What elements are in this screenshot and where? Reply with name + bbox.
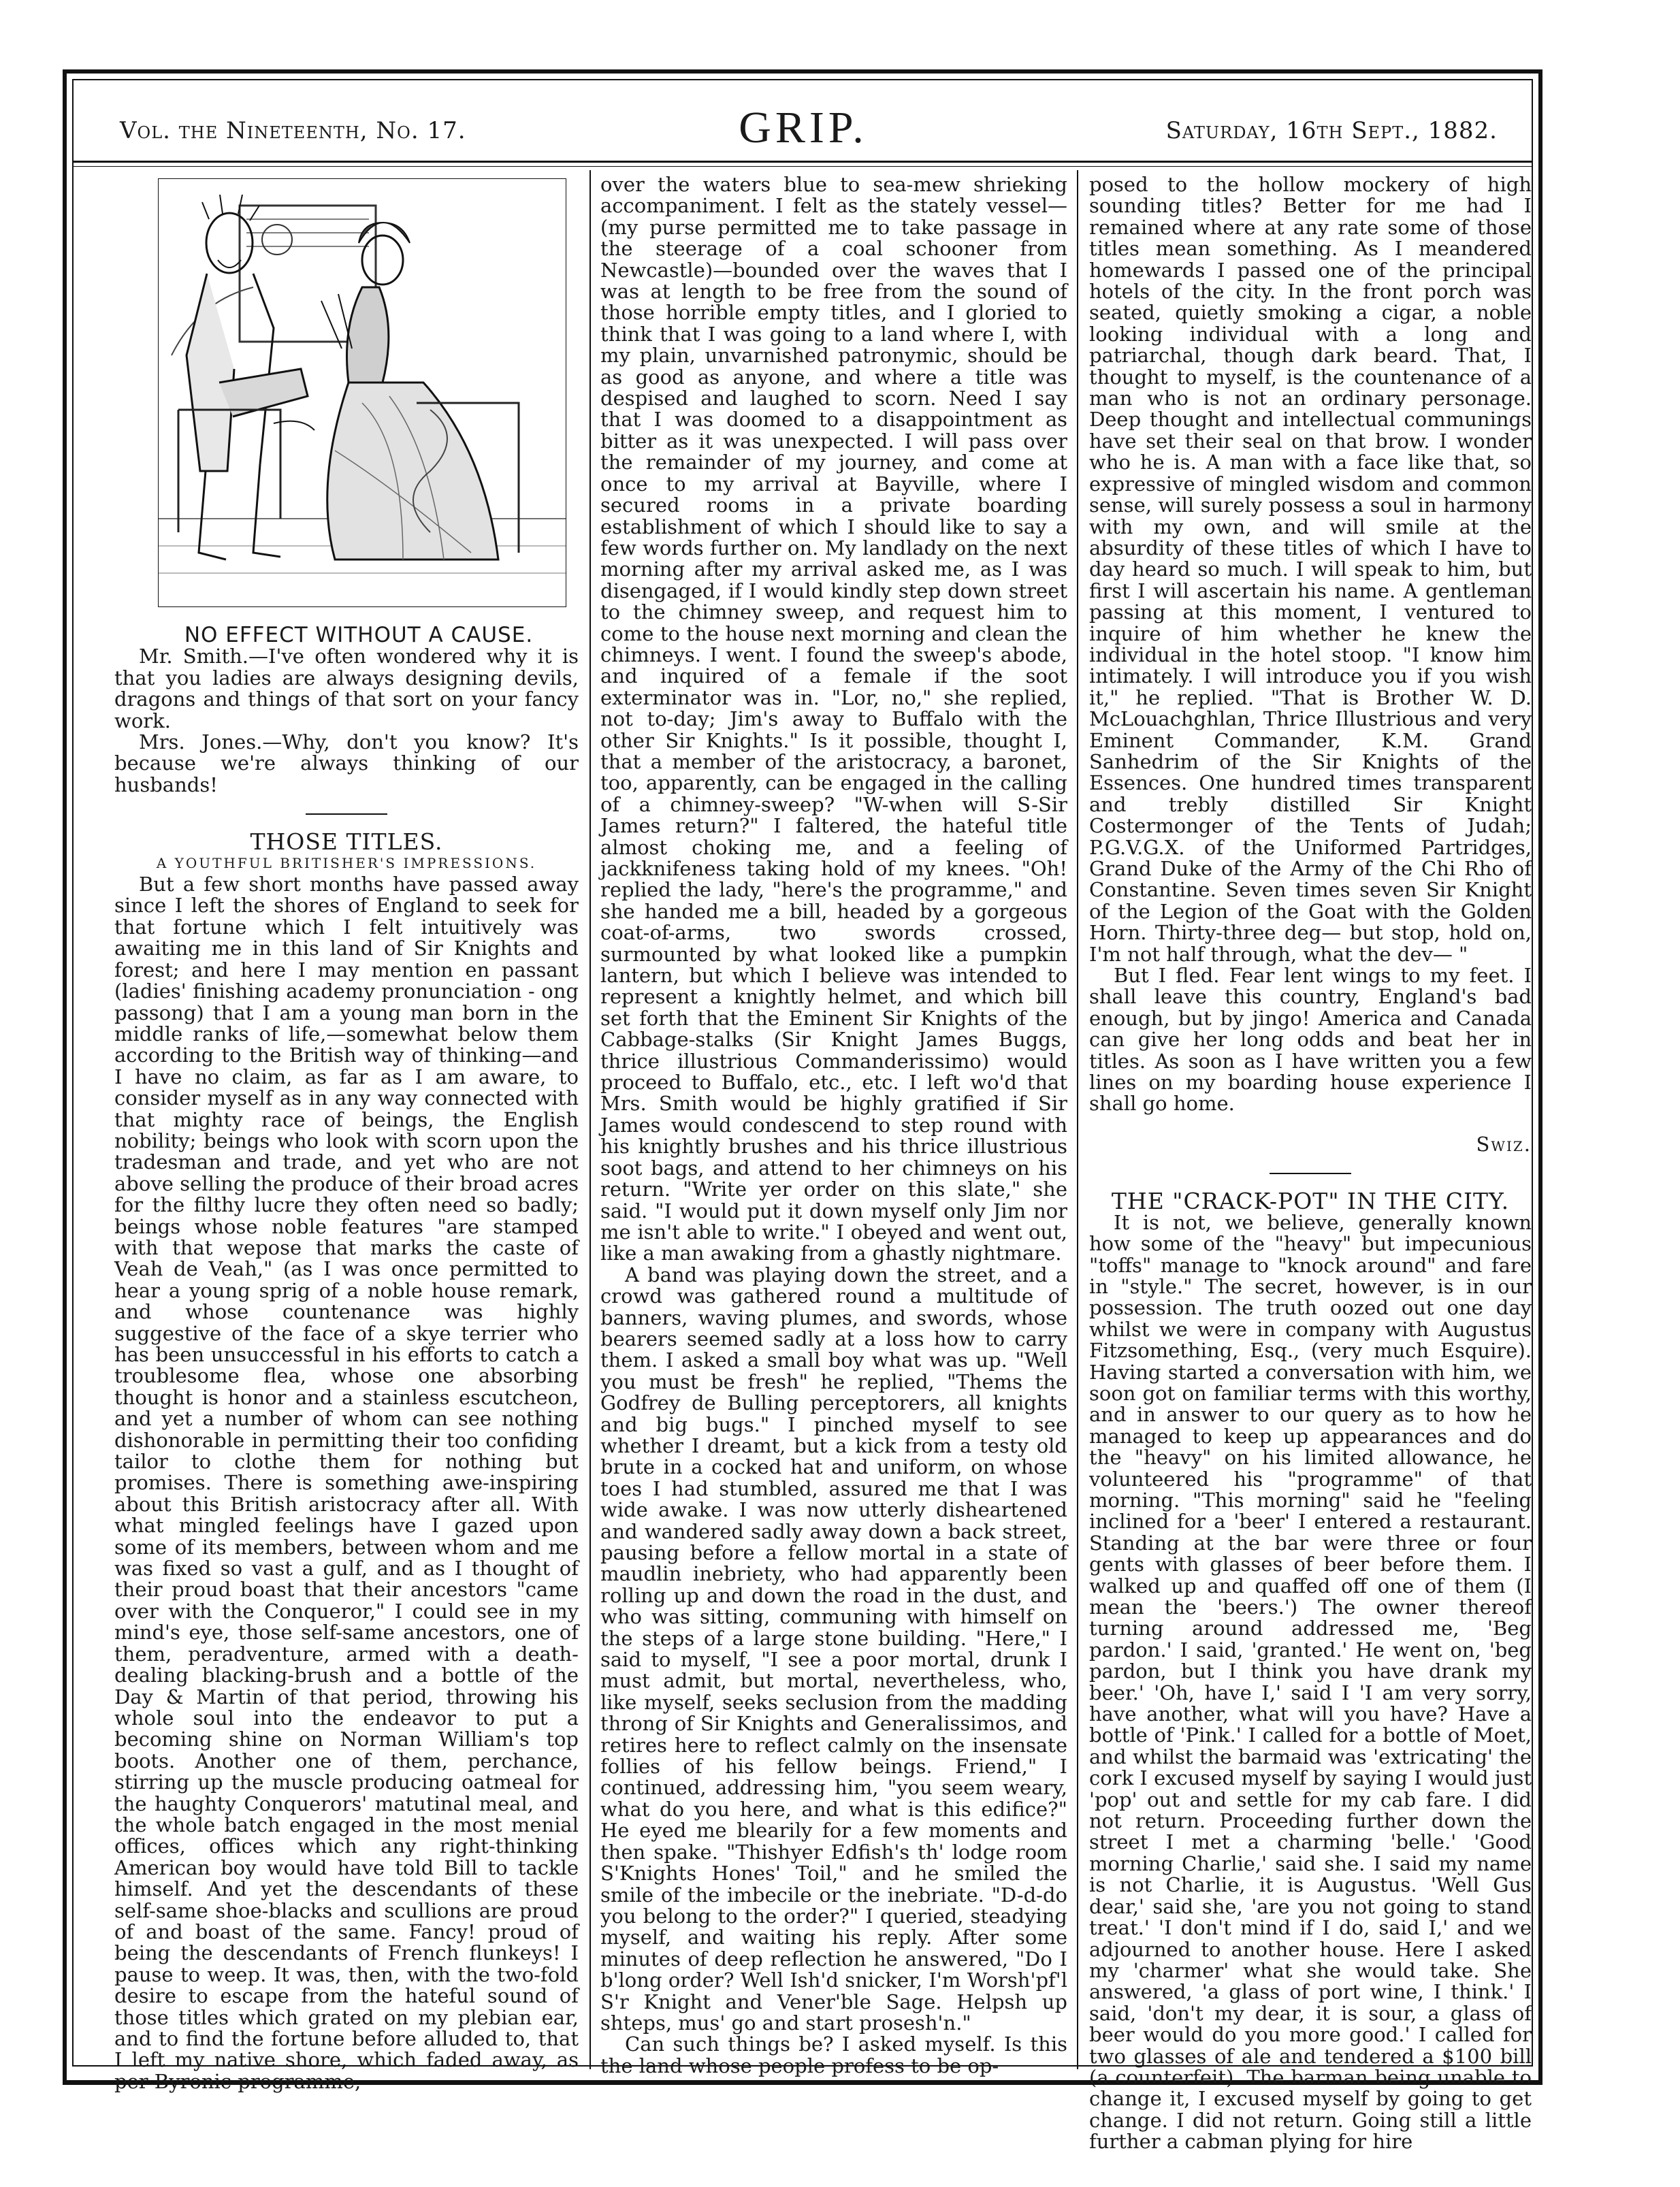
bottom-rule xyxy=(72,2065,1533,2067)
article-paragraph: Can such things be? I asked myself. Is this the land whose people profess to be op- xyxy=(600,2032,1067,2077)
article-title: THOSE TITLES. xyxy=(250,828,443,856)
article-signature: Swiz. xyxy=(1476,1132,1532,1156)
bottom-rule-thick xyxy=(63,2083,1542,2085)
article-paragraph: posed to the hollow mockery of high sounding titles? Better for me had I remained where at any rate some of those titles mean something. As I meandered homewards I passed one of the principal hotels of the city. In the front porch was seated, quietly smoking a cigar, a noble looking individual with a long and patriarchal, though dark beard. That, I thought to myself, is the countenance of a man who is not an ordinary personage. Deep thought and intellectual communings have set their seal on that brow. I wonder who he is. A man with a face like that, so expressive of mingled wisdom and common sense, will surely possess a soul in harmony with my own, and will smile at the absurdity of these titles of which I have to day heard so much. I will speak to him, but first I will ascertain his name. A gentleman passing at this moment, I ventured to inquire of him whether he knew the individual in the hotel stoop. "I know him intimately. I will introduce you if you wish it," he replied. "That is Brother W. D. McLouachghlan, Thrice Illustrious and very Eminent Commander, K.M. Grand Sanhedrim of the Sir Knights of the Essences. One hundred times transparent and trebly distilled Sir Knight Costermonger of the Tents of Judah; P.G.V.G.X. of the Uniformed Partridges, Grand Duke of the Army of the Chi Rho of Constantine. Seven times seven Sir Knight of the Legion of the Goat with the Golden Horn. Thirty-three deg— but stop, hold on, I'm not half through, what the dev— " xyxy=(1089,173,1532,966)
column-3 xyxy=(1089,174,1532,2153)
section-divider xyxy=(306,813,387,815)
cartoon-dialogue-line: Mr. Smith.—I've often wondered why it is that you ladies are always designing devils, dragons and things of that sort on your fancy work. xyxy=(114,645,579,732)
publication-title: GRIP. xyxy=(739,103,868,152)
article-subtitle: A YOUTHFUL BRITISHER'S IMPRESSIONS. xyxy=(156,854,537,871)
article-paragraph: But a few short months have passed away since I left the shores of England to seek for that fortune which I felt intuitively was awaiting me in this land of Sir Knights and forest; and here I may mention en passant (ladies' finishing academy pronunciation - ong passong) that I am a young man born in the middle ranks of life,—somewhat below them according to the British way of thinking—and I have no claim, as far as I am aware, to consider myself as in any way connected with that mighty race of beings, the English nobility; beings who look with scorn upon the tradesman and trade, and yet who are not above selling the produce of their broad acres for the filthy lucre they often need so badly; beings whose noble features "are stamped with that wepose that marks the caste of Veah de Veah," (as I was once permitted to hear a young sprig of a noble house remark, and whose countenance was highly suggestive of the face of a skye terrier who has been unsuccessful in his efforts to catch a troublesome flea, whose one absorbing thought is honor and a stainless escutcheon, and yet a number of whom can see nothing dishonorable in permitting their too confiding tailor to clothe them for nothing but promises. There is something awe-inspiring about this British aristocracy after all. With what mingled feelings have I gazed upon some of its members, between whom and me was fixed so vast a gulf, and as I thought of their proud boast that their ancestors "came over with the Conqueror," I could see in my mind's eye, those self-same ancestors, one of them, peradventure, armed with a death-dealing blacking-brush and a bottle of the Day & Martin of that period, throwing his whole soul into the endeavor to put a becoming shine on Norman William's top boots. Another one of them, perchance, stirring up the muscle producing oatmeal for the haughty Conquerors' matutinal meal, and the whole batch engaged in the most menial offices, offices which any right-thinking American boy would have told Bill to tackle himself. And yet the descendants of these self-same shoe-blacks and scullions are proud of and boast of the same. Fancy! proud of being the descendants of French flunkeys! I pause to weep. It was, then, with the two-fold desire to escape from the hateful sound of those titles which grated on my plebian ear, and to find the fortune before alluded to, that I left my native shore, which faded away, as per Byronic programme, xyxy=(114,873,579,2093)
column-1 xyxy=(114,174,579,2092)
section-divider xyxy=(1270,1173,1351,1174)
cartoon-dialogue-line: Mrs. Jones.—Why, don't you know? It's because we're always thinking of our husbands! xyxy=(114,730,579,796)
article-paragraph: It is not, we believe, generally known how some of the "heavy" but impecunious "toffs" manage to "knock around" and fare in "style." The secret, however, is in our possession. The truth oozed out one day whilst we were in company with Augustus Fitzsomething, Esq., (very much Esquire). Having started a conversation with him, we soon got on familiar terms with this worthy, and in answer to our query as to how he managed to keep up appearances and do the "heavy" on his limited allowance, he volunteered his "programme" of that morning. "This morning" said he "feeling inclined for a 'beer' I entered a restaurant. Standing at the bar were three or four gents with glasses of beer before them. I walked up and quaffed off one of them (I mean the 'beers.') The owner thereof turning around addressed me, 'Beg pardon.' I said, 'granted.' He went on, 'beg pardon, but I think you have drank my beer.' 'Oh, have I,' said I 'I am very sorry, have another, what will you have? Have a bottle of 'Pink.' I called for a bottle of Moet, and whilst the barmaid was 'extricating' the cork I excused myself by saying I would just 'pop' out and settle for my cab fare. I did not return. Proceeding further down the street I met a charming 'belle.' 'Good morning Charlie,' said she. I said my name is not Charlie, it is Augustus. 'Well Gus dear,' said she, 'are you not going to stand treat.' 'I don't mind if I do, said I,' and we adjourned to another house. Here I asked my 'charmer' what she would take. She answered, 'a glass of port wine, I think.' I said, 'don't my dear, it is sour, a glass of beer would do you more good.' I called for two glasses of ale and tendered a $100 bill (a counterfeit). The barman being unable to change it, I excused myself by going to get change. I did not return. Going still a little further a cabman plying for hire xyxy=(1089,1210,1532,2154)
cartoon-caption: NO EFFECT WITHOUT A CAUSE. xyxy=(184,623,534,647)
issue-date: Saturday, 16th Sept., 1882. xyxy=(1165,117,1498,144)
cartoon-spacer xyxy=(114,174,579,625)
article-title: THE "CRACK-POT" IN THE CITY. xyxy=(1111,1188,1510,1215)
masthead-rule-thin xyxy=(72,166,1533,167)
article-paragraph: But I fled. Fear lent wings to my feet. I shall leave this country, England's bad enough, but by jingo! America and Canada can give her long odds and beat her in titles. As soon as I have written you a few lines on my boarding house experience I shall go home. xyxy=(1089,964,1532,1116)
masthead xyxy=(82,102,1525,157)
article-paragraph: over the waters blue to sea-mew shrieking accompaniment. I felt as the stately vessel—(my purse permitted me to take passage in the steerage of a coal schooner from Newcastle)—bounded over the waves that I was at length to be free from the sound of those horrible empty titles, and I gloried to think that I was going to a land where I, with my plain, unvarnished patronymic, should be as good as anyone, and where a title was despised and laughed to scorn. Need I say that I was doomed to a disappointment as bitter as it was unexpected. I will pass over the remainder of my journey, and come at once to my arrival at Bayville, where I secured rooms in a private boarding establishment of which I should like to say a few words further on. My landlady on the next morning after my arrival asked me, as I was disengaged, if I would kindly step down street to the chimney sweep, and request him to come to the house next morning and clean the chimneys. I went. I found the sweep's abode, and inquired of a female if the soot exterminator was in. "Lor, no," she replied, not to-day; Jim's away to Buffalo with the other Sir Knights." Is it possible, thought I, that a member of the aristocracy, a baronet, too, apparently, can be engaged in the calling of a chimney-sweep? "W-when will S-Sir James return?" I faltered, the hateful title almost choking me, and a feeling of jackknifeness taking hold of my knees. "Oh! replied the lady, "here's the programme," and she handed me a bill, headed by a gorgeous coat-of-arms, two swords crossed, surmounted by what looked like a pumpkin lantern, but which I believe was intended to represent a knightly helmet, and which bill set forth that the Eminent Sir Knights of the Cabbage-stalks (Sir Knight James Buggs, thrice illustrious Commanderissimo) would proceed to Buffalo, etc., etc. I left wo'd that Mrs. Smith would be highly gratified if Sir James would condescend to step round with his knightly brushes and his thrice illustrious soot bags, and attend to her chimneys on his return. "Write yer order on this slate," she said. "I would put it down myself only Jim nor me isn't able to write." I obeyed and went out, like a man awaking from a ghastly nightmare. xyxy=(600,173,1067,1265)
column-divider xyxy=(1077,170,1078,2069)
column-2 xyxy=(600,174,1067,2077)
column-divider xyxy=(589,170,591,2069)
masthead-rule xyxy=(72,161,1533,163)
article-paragraph: A band was playing down the street, and a crowd was gathered round a multitude of banners, waving plumes, and swords, whose bearers seemed sadly at a loss how to carry them. I asked a small boy what was up. "Well you must be fresh" he replied, "Thems the Godfrey de Bulling perceptorers, all knights and big bugs." I pinched myself to see whether I dreamt, but a kick from a testy old brute in a cocked hat and uniform, on whose toes I had stumbled, assured me that I was wide awake. I was now utterly disheartened and wandered sadly away down a back street, pausing before a fellow mortal in a state of maudlin inebriety, who had apparently been rolling up and down the road in the dust, and who was sitting, communing with himself on the steps of a large stone building. "Here," I said to myself, "I see a poor mortal, drunk I must admit, but mortal, nevertheless, who, like myself, seeks seclusion from the madding throng of Sir Knights and Generalissimos, and retires here to reflect calmly on the insensate follies of his fellow beings. Friend," I continued, addressing him, "you seem weary, what do you here, and what is this edifice?" He eyed me blearily for a few moments and then spake. "Thishyer Edfish's th' lodge room S'Knights Hones' Toil," and he smiled the smile of the imbecile or the inebriate. "D-d-do you belong to the order?" I queried, steadying myself, and waiting his reply. After some minutes of deep reflection he answered, "Do I b'long order? Well Ish'd snicker, I'm Worsh'pf'l S'r Knight and Vener'ble Sage. Helpsh up shteps, mus' go and start prosesh'n." xyxy=(600,1263,1067,2035)
volume-number: Vol. the Nineteenth, No. 17. xyxy=(120,117,466,144)
